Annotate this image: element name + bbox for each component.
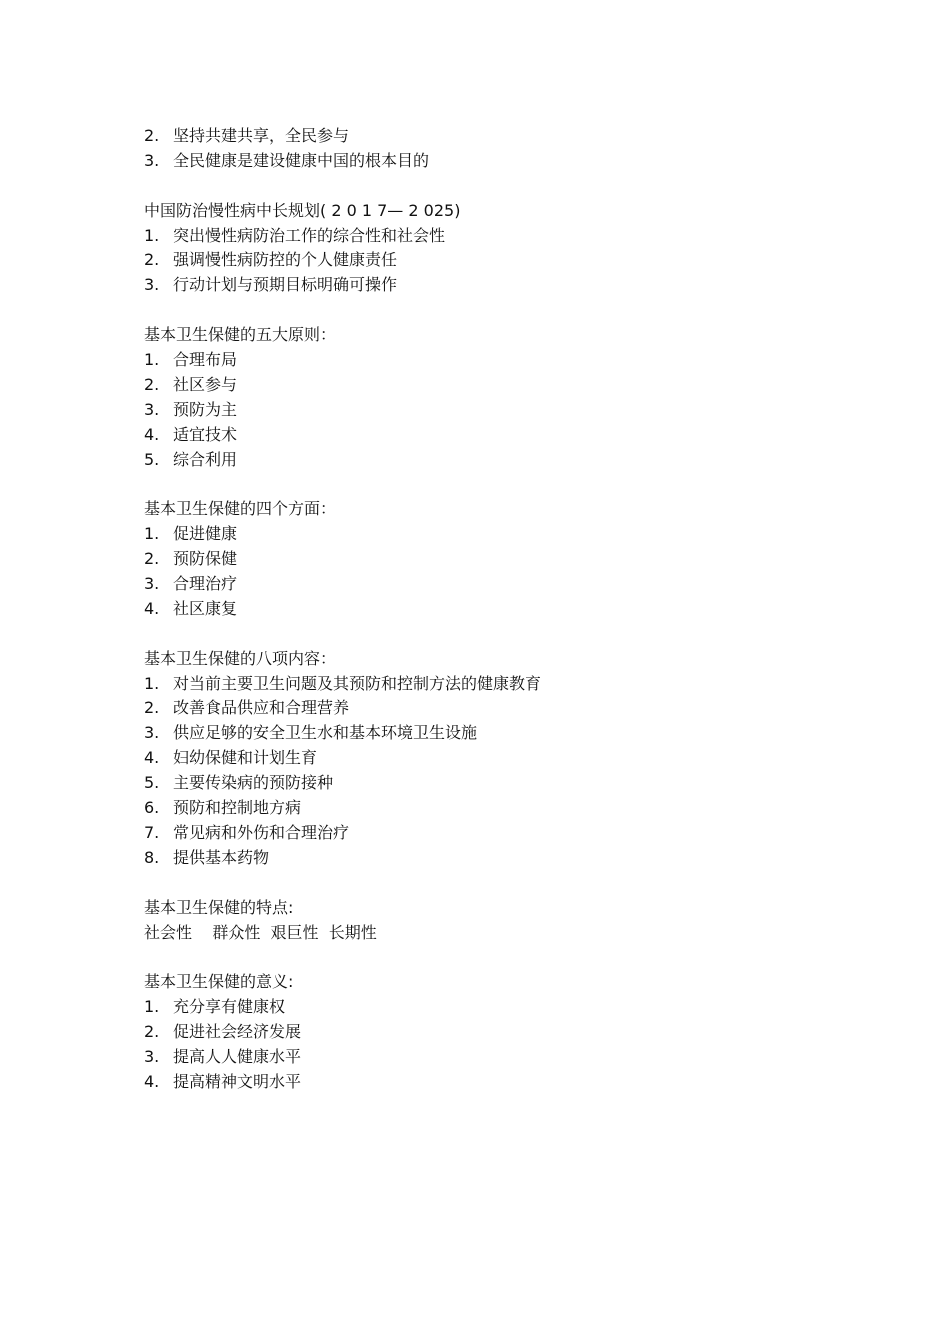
item-text: 妇幼保健和计划生育 [173, 748, 318, 768]
item-text: 促进社会经济发展 [173, 1022, 302, 1042]
item-text: 提高精神文明水平 [173, 1071, 302, 1091]
list-item [144, 721, 844, 746]
list-item [144, 448, 844, 473]
item-text: 坚持共建共享，全民参与 [173, 126, 350, 145]
list-item [144, 124, 844, 149]
item-text: 预防为主 [173, 399, 238, 419]
item-number: 2. [144, 374, 160, 394]
spacer [144, 945, 844, 970]
item-text: 主要传染病的预防接种 [173, 773, 334, 793]
item-number: 5. [144, 449, 160, 469]
item-number: 3. [144, 574, 160, 594]
item-number: 2. [144, 250, 160, 270]
spacer [144, 871, 844, 896]
item-number: 2. [144, 549, 160, 569]
item-number: 3. [144, 399, 160, 419]
item-number: 5. [144, 773, 160, 793]
item-text: 行动计划与预期目标明确可操作 [173, 275, 398, 295]
item-text: 突出慢性病防治工作的综合性和社会性 [173, 225, 446, 245]
item-number: 4. [144, 1071, 160, 1091]
item-number: 1. [144, 673, 160, 693]
list-item [144, 373, 844, 398]
item-number: 2. [144, 1022, 160, 1042]
item-number: 1. [144, 997, 160, 1017]
item-text: 合理治疗 [173, 574, 238, 594]
section-heading: 基本卫生保健的四个方面： [144, 499, 337, 519]
list-item [144, 149, 844, 174]
item-number: 3. [144, 275, 160, 295]
section-heading: 基本卫生保健的五大原则： [144, 325, 337, 345]
spacer [144, 298, 844, 323]
list-item [144, 696, 844, 721]
list-item [144, 821, 844, 846]
item-text: 全民健康是建设健康中国的根本目的 [173, 150, 430, 170]
list-item [144, 771, 844, 796]
item-number: 4. [144, 748, 160, 768]
list-item [144, 547, 844, 572]
list-item [144, 572, 844, 597]
item-text: 常见病和外伤和合理治疗 [173, 822, 350, 842]
item-text: 综合利用 [173, 449, 238, 469]
item-text: 预防和控制地方病 [173, 798, 302, 818]
list-item [144, 672, 844, 697]
item-number: 8. [144, 847, 160, 867]
item-text: 对当前主要卫生问题及其预防和控制方法的健康教育 [173, 673, 542, 693]
list-item [144, 248, 844, 273]
item-number: 1. [144, 524, 160, 544]
list-item [144, 224, 844, 249]
item-number: 4. [144, 598, 160, 618]
item-text: 提供基本药物 [173, 847, 270, 867]
list-item [144, 1070, 844, 1095]
item-number: 3. [144, 723, 160, 743]
item-text: 促进健康 [173, 524, 238, 544]
spacer [144, 472, 844, 497]
item-number: 2. [144, 698, 160, 718]
item-text: 预防保健 [173, 549, 238, 569]
item-text: 社区康复 [173, 598, 238, 618]
section-heading: 基本卫生保健的意义: [144, 972, 294, 992]
list-item [144, 423, 844, 448]
section-heading: 中国防治慢性病中长规划( 2 0 1 7— 2 025) [144, 200, 461, 220]
item-number: 3. [144, 150, 160, 170]
list-item [144, 273, 844, 298]
list-item [144, 746, 844, 771]
spacer [144, 622, 844, 647]
item-text: 强调慢性病防控的个人健康责任 [173, 250, 398, 270]
item-number: 3. [144, 1046, 160, 1066]
document-page [144, 124, 844, 1095]
item-text: 充分享有健康权 [173, 997, 286, 1017]
item-text: 改善食品供应和合理营养 [173, 698, 350, 718]
item-text: 社区参与 [173, 374, 238, 394]
list-item [144, 1045, 844, 1070]
item-number: 4. [144, 424, 160, 444]
spacer [144, 174, 844, 199]
list-item [144, 796, 844, 821]
item-text: 供应足够的安全卫生水和基本环境卫生设施 [173, 723, 478, 743]
list-item [144, 398, 844, 423]
item-number: 1. [144, 350, 160, 370]
item-text: 合理布局 [173, 350, 238, 370]
traits-line: 社会性 群众性 艰巨性 长期性 [144, 922, 377, 942]
section-heading: 基本卫生保健的特点: [144, 897, 294, 917]
item-number: 6. [144, 798, 160, 818]
list-item [144, 1020, 844, 1045]
list-item [144, 522, 844, 547]
list-item [144, 348, 844, 373]
item-number: 2. [144, 126, 160, 145]
list-item [144, 846, 844, 871]
item-number: 7. [144, 822, 160, 842]
list-item [144, 597, 844, 622]
item-text: 提高人人健康水平 [173, 1046, 302, 1066]
section-heading: 基本卫生保健的八项内容： [144, 648, 337, 668]
item-text: 适宜技术 [173, 424, 238, 444]
list-item [144, 995, 844, 1020]
item-number: 1. [144, 225, 160, 245]
